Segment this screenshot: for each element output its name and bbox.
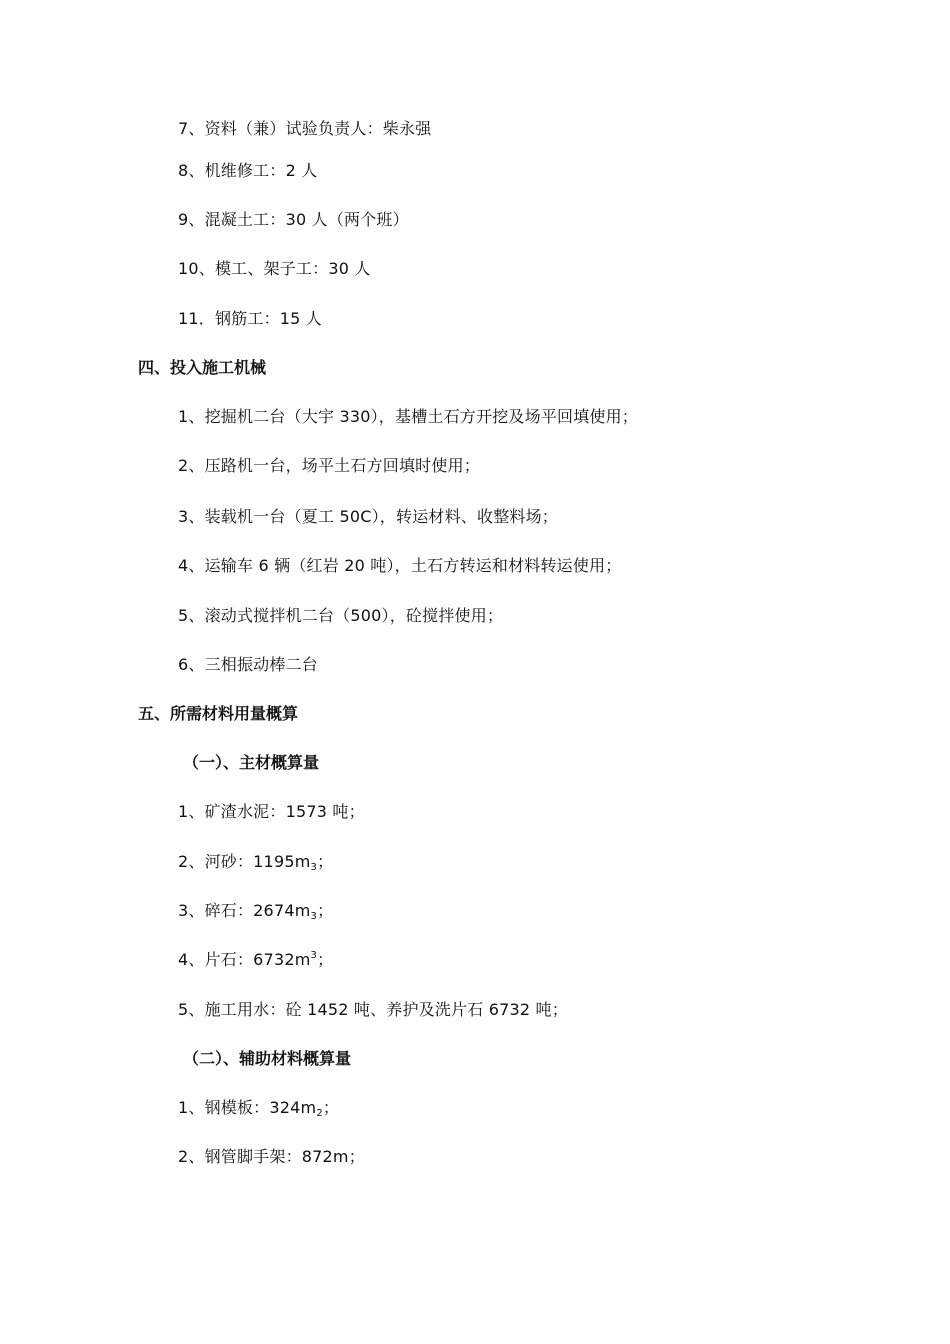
unit-superscript: 3	[310, 950, 318, 961]
main-material-item-1: 1、矿渣水泥：1573 吨；	[178, 802, 365, 821]
main-material-item-5: 5、施工用水：砼 1452 吨、养护及洗片石 6732 吨；	[178, 1000, 568, 1019]
unit-subscript: 2	[316, 1108, 323, 1119]
main-material-item-2	[178, 851, 333, 876]
unit-subscript: 3	[310, 911, 318, 922]
personnel-item-8: 8、机维修工：2 人	[178, 161, 318, 180]
aux-material-item-2: 2、钢管脚手架：872m；	[178, 1147, 365, 1166]
section-4-heading: 四、投入施工机械	[138, 358, 267, 377]
machinery-item-3: 3、装载机一台（夏工 50C），转运材料、收整料场；	[178, 507, 558, 526]
material-text: 4、片石：6732m	[178, 950, 311, 969]
material-text: 3、碎石：2674m	[178, 901, 311, 920]
unit-subscript: 3	[310, 862, 318, 873]
aux-materials-heading: （二）、辅助材料概算量	[183, 1049, 352, 1068]
personnel-item-7: 7、资料（兼）试验负责人：柴永强	[178, 119, 432, 138]
machinery-item-6: 6、三相振动棒二台	[178, 655, 318, 674]
machinery-item-4: 4、运输车 6 辆（红岩 20 吨），土石方转运和材料转运使用；	[178, 556, 622, 575]
material-punct: ；	[317, 852, 334, 871]
material-text: 2、河砂：1195m	[178, 852, 311, 871]
material-punct: ；	[317, 901, 334, 920]
main-material-item-4	[178, 949, 333, 974]
personnel-item-9: 9、混凝土工：30 人（两个班）	[178, 210, 409, 229]
material-punct: ；	[317, 950, 334, 969]
material-text: 1、钢模板：324m	[178, 1098, 317, 1117]
machinery-item-1: 1、挖掘机二台（大宇 330），基槽土石方开挖及场平回填使用；	[178, 407, 639, 426]
machinery-item-5: 5、滚动式搅拌机二台（500），砼搅拌使用；	[178, 606, 504, 625]
personnel-item-10: 10、模工、架子工：30 人	[178, 259, 371, 278]
personnel-item-11: 11．钢筋工：15 人	[178, 309, 323, 328]
section-5-heading: 五、所需材料用量概算	[138, 704, 299, 723]
material-punct: ；	[322, 1098, 340, 1117]
machinery-item-2: 2、压路机一台，场平土石方回填时使用；	[178, 456, 480, 475]
aux-material-item-1	[178, 1097, 339, 1122]
main-material-item-3	[178, 900, 333, 925]
main-materials-heading: （一）、主材概算量	[183, 753, 320, 772]
